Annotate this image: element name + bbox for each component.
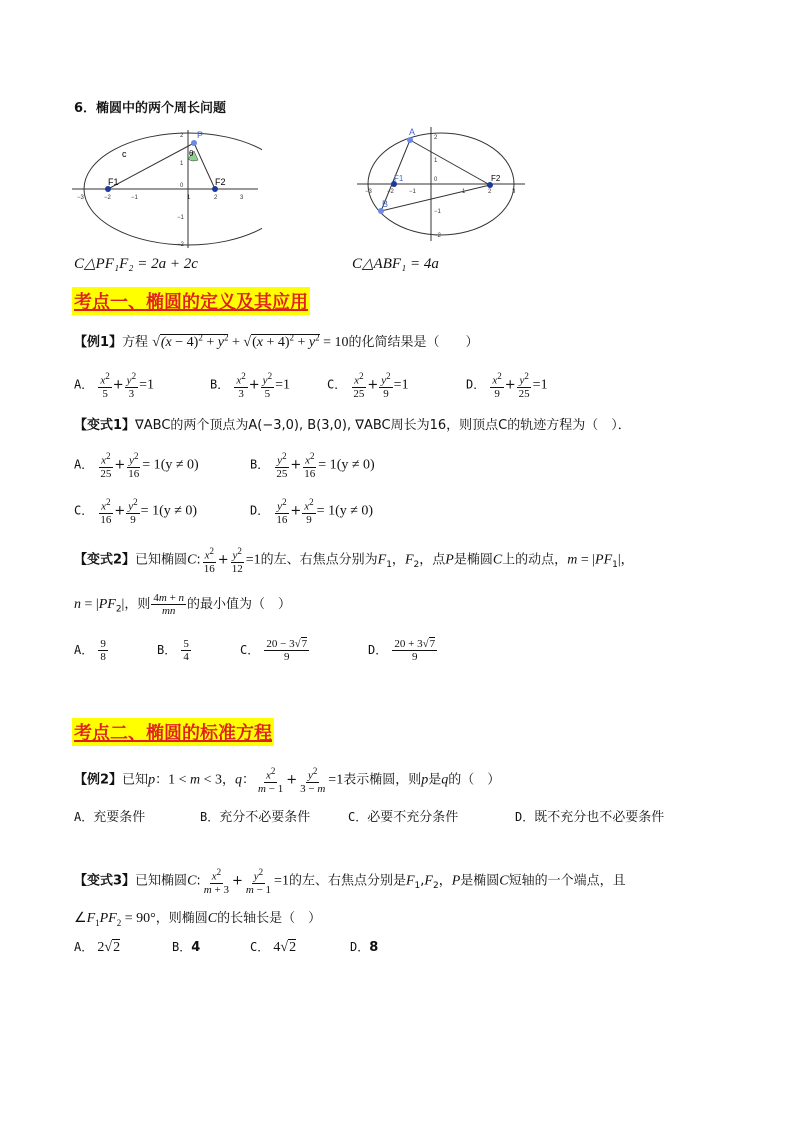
tick-y: −1: [434, 209, 441, 215]
variant-2-option-b[interactable]: B． $\frac{5}{4}$: [157, 638, 189, 663]
variant-1-option-b[interactable]: B． $\frac{y^2}{25}$ + $\frac{x^2}{16}$ = 1(y ≠ 0): [250, 451, 375, 480]
variant-2-option-c[interactable]: C． $\frac{20 - 3√7}{9}$: [240, 638, 308, 663]
segment-pf2: [194, 143, 215, 189]
variant-2-line-2: $n = |PF_2|$，则 $\frac{4m + n}{mn}$ 的最小值为（ ）: [74, 592, 292, 617]
section-heading-2: 考点二、椭圆的标准方程: [72, 718, 274, 746]
ellipse-figure-1: [70, 128, 262, 250]
label-f2: F2: [491, 174, 501, 183]
variant-1-option-c[interactable]: C． $\frac{x^2}{16}$ + $\frac{y^2}{9}$ = 1(y ≠ 0): [74, 497, 198, 526]
variant-2-option-d[interactable]: D． $\frac{20 + 3√7}{9}$: [368, 638, 436, 663]
example-1-option-d[interactable]: D． $\frac{x^2}{9}$ + $\frac{y^2}{25}$ =1: [466, 371, 548, 400]
label-b: B: [382, 199, 389, 209]
tick-y: 1: [434, 158, 438, 164]
example-2-option-a[interactable]: A．充要条件: [74, 810, 146, 825]
tick-y: 1: [180, 161, 184, 167]
tick-y: −2: [177, 242, 184, 248]
tick-y: −2: [434, 233, 441, 239]
tick-x: −1: [409, 189, 416, 195]
variant-3-option-d[interactable]: D．8: [350, 940, 379, 955]
segment-af2: [410, 140, 490, 185]
tick-y: −1: [177, 215, 184, 221]
example-1-option-c[interactable]: C． $\frac{x^2}{25}$ + $\frac{y^2}{9}$ =1: [327, 371, 409, 400]
variant-3-option-b[interactable]: B．4: [172, 940, 201, 955]
example-1-option-a[interactable]: A． $\frac{x^2}{5}$ + $\frac{y^2}{3}$ =1: [74, 371, 154, 400]
label-f1: F1: [108, 177, 119, 187]
label-f1: F1: [394, 174, 404, 183]
tick-x: 1: [462, 189, 466, 195]
section-title: 6．椭圆中的两个周长问题: [74, 101, 227, 116]
variant-3-line-2: $\angle F_1PF_2 = 90^\circ$，则椭圆C的长轴长是（ ）: [74, 911, 322, 928]
label-p: P: [197, 130, 204, 140]
label-a: A: [409, 127, 416, 137]
example-2-option-b[interactable]: B．充分不必要条件: [200, 810, 311, 825]
variant-3-line-1: 【变式3】已知椭圆C: $\frac{x^2}{m + 3}$ + $\frac{y^2}{m - 1}$ =1的左、右焦点分别是$F_1,F_2$，P是椭圆C短轴的一个端点，且: [74, 867, 626, 896]
variant-3-option-c[interactable]: C． 4√2: [250, 940, 297, 955]
section-heading-1: 考点一、椭圆的定义及其应用: [72, 287, 310, 315]
perimeter-formula-1: C△PF₁F₂ = 2a + 2c: [74, 256, 198, 272]
example-1: 【例1】方程 $√(x - 4)^2 + y^2 + √(x + 4)^2 + y^2 = 10$的化简结果是（ ）: [74, 332, 479, 350]
tick-x: 3: [512, 189, 516, 195]
tick-y: 2: [180, 133, 184, 139]
tick-x: 2: [488, 189, 492, 195]
segment-bf2: [381, 185, 490, 211]
variant-2-line-1: 【变式2】已知椭圆C: $\frac{x^2}{16}$ + $\frac{y^2}{12}$ =1的左、右焦点分别为$F_1$，$F_2$，点P是椭圆C上的动点，$m = |PF_1|$，: [74, 546, 634, 575]
tick-x: 2: [214, 195, 218, 201]
example-2: 【例2】已知p：1 < m < 3，q： $\frac{x^2}{m - 1}$ + $\frac{y^2}{3 - m}$ =1表示椭圆，则p是q的（ ）: [74, 766, 501, 795]
variant-1-option-a[interactable]: A． $\frac{x^2}{25}$ + $\frac{y^2}{16}$ = 1(y ≠ 0): [74, 451, 199, 480]
variant-1-option-d[interactable]: D． $\frac{y^2}{16}$ + $\frac{x^2}{9}$ = 1(y ≠ 0): [250, 497, 374, 526]
example-2-option-d[interactable]: D．既不充分也不必要条件: [515, 810, 665, 825]
tick-x: −1: [131, 195, 138, 201]
tick-x: −2: [387, 189, 394, 195]
ellipse-figure-2: [355, 125, 527, 243]
tick-x: −3: [77, 195, 84, 201]
example-1-option-b[interactable]: B． $\frac{x^2}{3}$ + $\frac{y^2}{5}$ =1: [210, 371, 290, 400]
example-2-option-c[interactable]: C．必要不充分条件: [348, 810, 459, 825]
point-p: [191, 140, 197, 146]
tick-x: 1: [187, 195, 191, 201]
tick-x: −2: [104, 195, 111, 201]
variant-2-option-a[interactable]: A． $\frac{9}{8}$: [74, 638, 106, 663]
perimeter-formula-2: C△ABF₁ = 4a: [352, 256, 439, 272]
point-a: [407, 137, 413, 143]
label-theta: θ: [189, 149, 194, 158]
tick-x: 0: [180, 183, 184, 189]
variant-1: 【变式1】∇ABC的两个顶点为A(−3,0), B(3,0), ∇ABC周长为16，则顶点C的轨迹方程为（ ）．: [74, 418, 631, 433]
tick-x: 3: [240, 195, 244, 201]
tick-y: 2: [434, 135, 438, 141]
label-f2: F2: [215, 177, 226, 187]
variant-3-option-a[interactable]: A． 2√2: [74, 940, 121, 955]
label-c: c: [122, 149, 127, 159]
tick-x: −3: [365, 189, 372, 195]
tick-x: 0: [434, 177, 438, 183]
